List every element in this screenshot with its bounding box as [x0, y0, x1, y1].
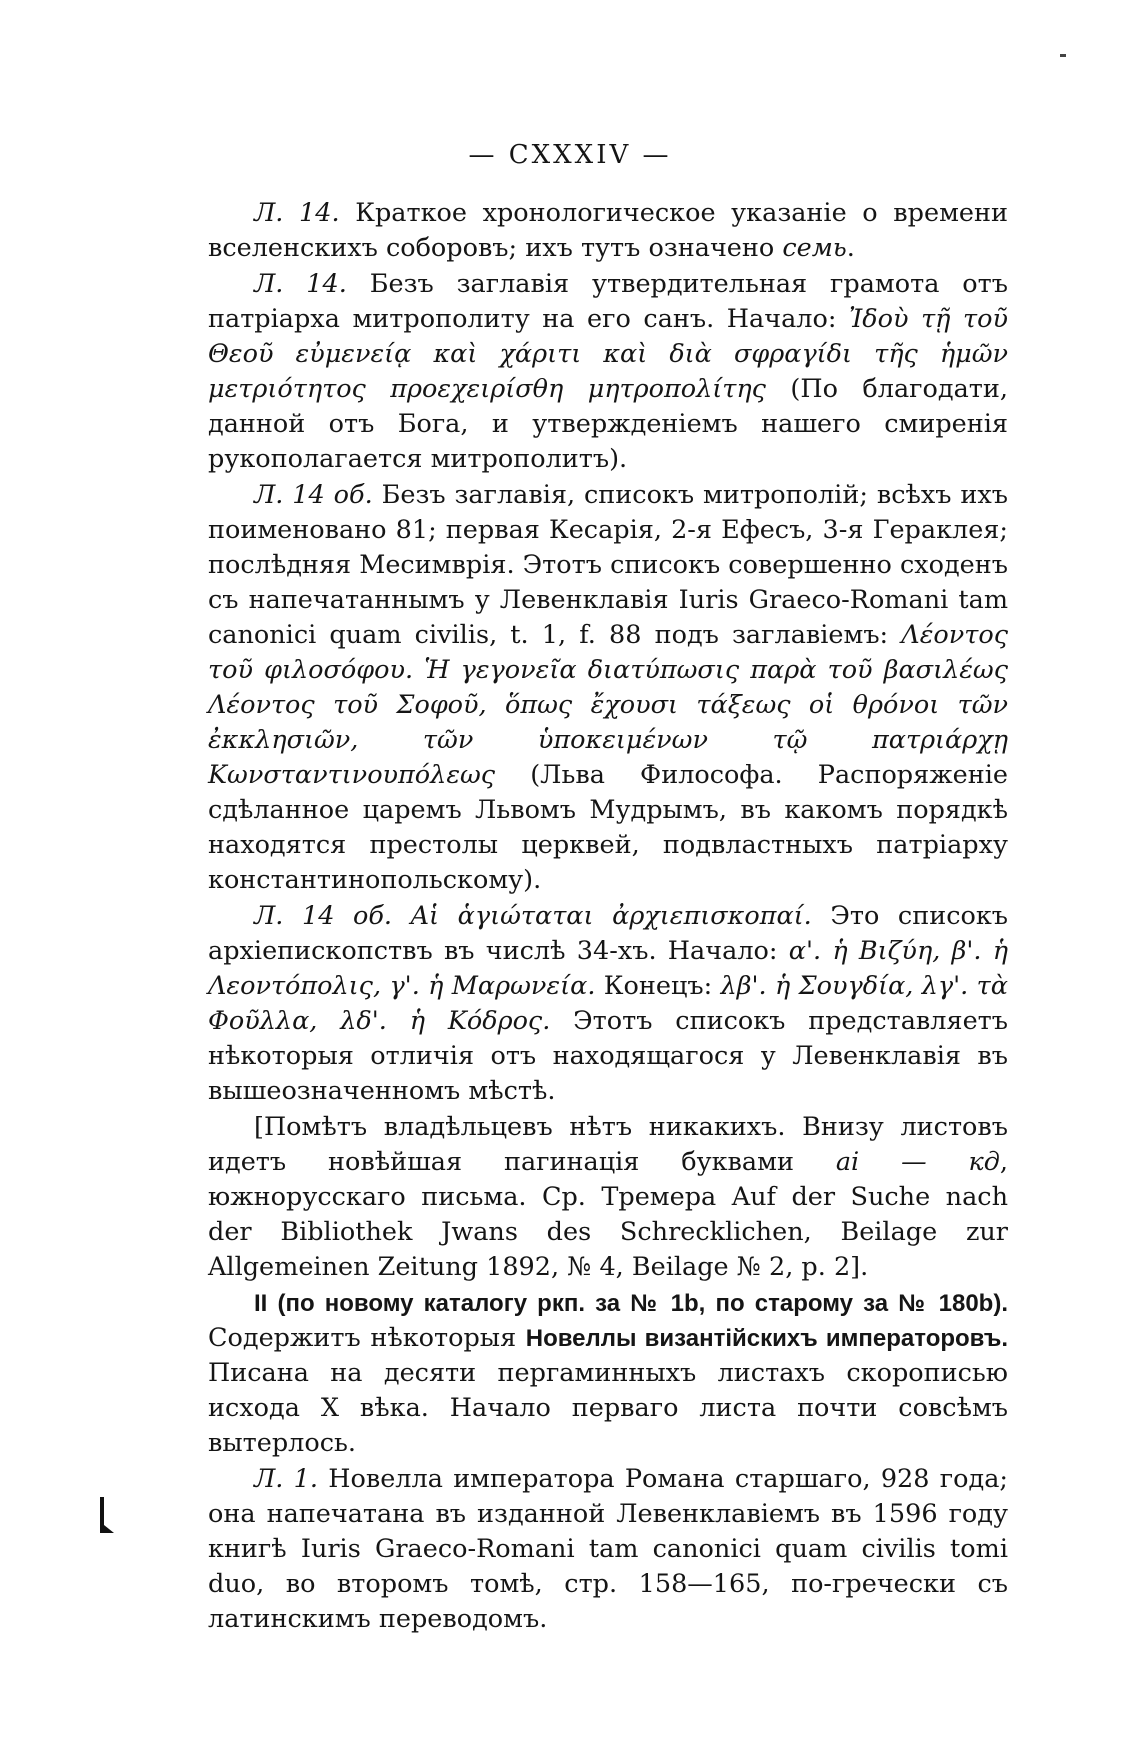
greek-quotation: Ἰδοὺ τῇ τοῦ Θεοῦ εὐμενείᾳ καὶ χάριτι καὶ διὰ σφραγίδι τῆς ἡμῶν μετριότητος προεχειρίσθη μητροπολίτης [208, 304, 1008, 404]
greek-quotation: α'. ἡ Βιζύη, β'. ἡ Λεοντόπολις, γ'. ἡ Μαρωνεία. [208, 936, 1008, 1001]
paragraph-tail: Этотъ списокъ представляетъ нѣкоторыя отличія отъ находящагося у Левенклавія въ вышеозначенномъ мѣстѣ. [208, 1006, 1008, 1106]
scan-speck [1060, 54, 1066, 57]
emphasis-text: семь [782, 233, 847, 263]
greek-title: Αἱ ἁγιώταται ἀρχιεπισκοπαί. [392, 901, 812, 931]
paragraph-tail: (Льва Философа. Распоряженіе сдѣланное царемъ Львомъ Мудрымъ, въ какомъ порядкѣ находятся престолы церквей, подвластныхъ патріарху константинопольскому). [208, 760, 1008, 895]
paragraph-mid: Конецъ: [595, 971, 721, 1001]
body-text [208, 196, 1008, 1637]
greek-quotation-end: λβ'. ἡ Σουγδία, λγ'. τὰ Φοῦλλα, λδ'. ἡ Κόδρος. [208, 971, 1008, 1036]
paragraph-text: Содержитъ нѣкоторыя [208, 1323, 526, 1353]
paragraph-3 [208, 478, 1008, 898]
folio-reference: Л. 1. [254, 1464, 318, 1494]
folio-reference: Л. 14 об. [254, 901, 393, 931]
paragraph-tail: . [846, 233, 855, 263]
paragraph-text: Краткое хронологическое указаніе о времени вселенскихъ соборовъ; ихъ тутъ означено [208, 198, 1008, 263]
printer-mark-icon [98, 1495, 116, 1535]
paragraph-text: Это списокъ архіепископствъ въ числѣ 34-хъ. Начало: [208, 901, 1008, 966]
paragraph-tail: Писана на десяти пергаминныхъ листахъ скорописью исхода X вѣка. Начало перваго листа почти совсѣмъ вытерлось. [208, 1358, 1008, 1458]
paragraph-5 [208, 1110, 1008, 1285]
paragraph-tail: , южнорусскаго письма. Ср. Тремера Auf der Suche nach der Bibliothek Jwans des Schrecklichen, Beilage zur Allgemeinen Zeitung 1892, № 4, Beilage № 2, p. 2]. [208, 1147, 1008, 1282]
paragraph-2 [208, 267, 1008, 477]
paragraph-1 [208, 196, 1008, 266]
paragraph-text: [Помѣтъ владѣльцевъ нѣтъ никакихъ. Внизу листовъ идетъ новѣйшая пагинація буквами [208, 1112, 1008, 1177]
bold-phrase: Новеллы византійскихъ императоровъ. [525, 1325, 1008, 1352]
paragraph-4 [208, 899, 1008, 1109]
greek-quotation: Λέοντος τοῦ φιλοσόφου. Ἡ γεγονεῖα διατύπωσις παρὰ τοῦ βασιλέως Λέοντος τοῦ Σοφοῦ, ὅπως ἔχουσι τάξεως οἱ θρόνοι τῶν ἐκκλησιῶν, τῶν ὑποκειμένων τῷ πατριάρχῃ Κωνσταντινουπόλεως [208, 620, 1008, 790]
folio-reference: Л. 14. [254, 198, 340, 228]
manuscript-heading: II (по новому каталогу ркп. за № 1b, по старому за № 180b). [254, 1290, 1008, 1317]
paragraph-text: Новелла императора Романа старшаго, 928 года; она напечатана въ изданной Левенклавіемъ въ 1596 году книгѣ Iuris Graeco-Romani tam canonici quam civilis tomi duo, во второмъ томѣ, стр. 158—165, по-гречески съ латинскимъ переводомъ. [208, 1464, 1008, 1634]
folio-reference: Л. 14. [254, 269, 347, 299]
paragraph-text: Безъ заглавія утвердительная грамота отъ патріарха митрополиту на его санъ. Начало: [208, 269, 1008, 334]
paragraph-tail: (По благодати, данной отъ Бога, и утвержденіемъ нашего смиренія рукополагается митрополитъ). [208, 374, 1008, 474]
page-header: — CXXXIV — [468, 140, 672, 170]
folio-reference: Л. 14 об. [254, 480, 373, 510]
paragraph-7 [208, 1462, 1008, 1637]
paragraph-6 [208, 1286, 1008, 1461]
paragraph-text: Безъ заглавія, списокъ митрополій; всѣхъ ихъ поименовано 81; первая Кесарія, 2-я Ефесъ, 3-я Гераклея; послѣдняя Месимврія. Этотъ списокъ совершенно сходенъ съ напечатаннымъ у Левенклавія Iuris Graeco-Romani tam canonici quam civilis, t. 1, f. 88 подъ заглавіемъ: [208, 480, 1008, 650]
emphasis-text: аі — кд [835, 1147, 1000, 1177]
